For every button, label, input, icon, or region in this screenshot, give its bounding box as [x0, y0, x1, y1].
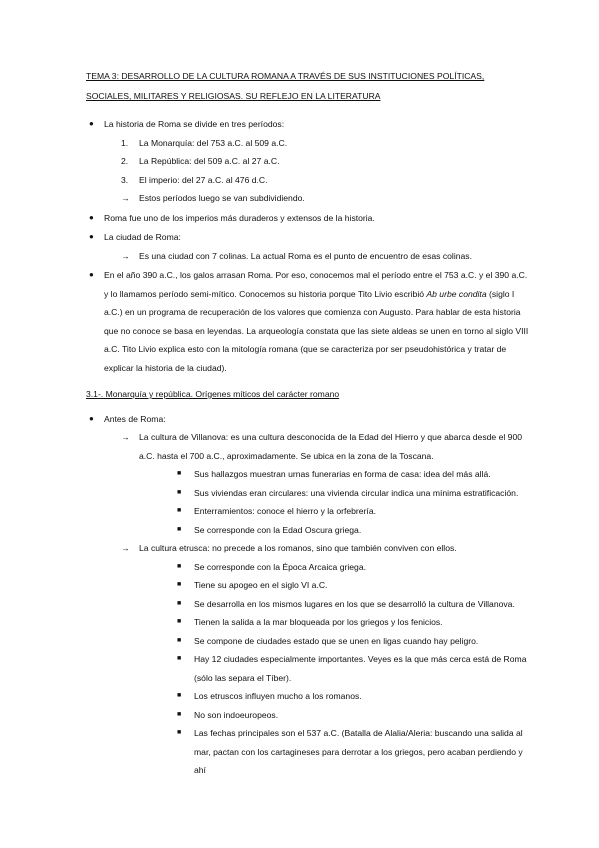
- title-line-2: SOCIALES, MILITARES Y RELIGIOSAS. SU REFLEJO EN LA LITERATURA: [86, 91, 381, 101]
- square-bullet-icon: ■: [177, 562, 182, 570]
- number-marker: 1.: [121, 137, 129, 148]
- list-item: [86, 209, 529, 228]
- square-bullet-icon: ■: [177, 692, 182, 699]
- list-item-text: La cultura de Villanova: es una cultura desconocida de la Edad del Hierro y que abarca desde el 900 a.C. hasta el 700 a.C., aproximadamente. Se ubica en la zona de la Toscana.: [139, 432, 522, 461]
- arrow-icon: →: [121, 543, 130, 553]
- list-item-text: Las fechas principales son el 537 a.C. (Batalla de Alalia/Aleria: buscando una salida al mar, pactan con los cartagineses para derrotar a los griegos, pero acaban perdiendo y ahí: [194, 728, 523, 775]
- list-item: [86, 410, 529, 780]
- square-bullet-icon: ■: [177, 488, 182, 496]
- square-bullet-icon: ■: [177, 729, 182, 736]
- list-item-text: Sus viviendas eran circulares: una vivienda circular indica una mínima estratificación.: [194, 487, 519, 498]
- list-item: [104, 539, 529, 780]
- list-item: [86, 266, 529, 377]
- list-item-text: Se desarrolla en los mismos lugares en los que se desarrolló la cultura de Villanova.: [194, 598, 515, 609]
- square-bullet-icon: ■: [177, 636, 182, 644]
- period-list: [104, 134, 529, 208]
- arrow-icon: →: [121, 432, 130, 442]
- list-item-text: Es una ciudad con 7 colinas. La actual Roma es el punto de encuentro de esas colinas.: [139, 250, 472, 261]
- list-item: [139, 576, 529, 595]
- square-bullet-icon: ■: [177, 710, 182, 718]
- list-item: [139, 595, 529, 614]
- list-item-text: Roma fue uno de los imperios más duraderos y extensos de la historia.: [104, 212, 375, 223]
- list-item: [104, 428, 529, 539]
- list-item: [104, 152, 529, 171]
- list-item-text: Estos períodos luego se van subdividiendo.: [139, 193, 305, 203]
- cultures-list: [104, 428, 529, 780]
- list-item-text: Tienen la salida a la mar bloqueada por los griegos y los fenicios.: [194, 617, 443, 627]
- list-item-text: El imperio: del 27 a.C. al 476 d.C.: [139, 174, 268, 185]
- book-title: Ab urbe condita: [426, 288, 487, 299]
- list-item: [139, 687, 529, 706]
- list-item-text: La Monarquía: del 753 a.C. al 509 a.C.: [139, 137, 288, 148]
- list-item: [139, 521, 529, 540]
- list-item-text: Se compone de ciudades estado que se unen en ligas cuando hay peligro.: [194, 635, 479, 646]
- bullet-icon: ●: [89, 212, 94, 222]
- square-bullet-icon: ■: [177, 599, 182, 607]
- etrusca-list: [139, 558, 529, 780]
- square-bullet-icon: ■: [177, 507, 182, 514]
- bullet-icon: ●: [89, 413, 94, 423]
- list-item: [104, 247, 529, 266]
- list-item-text: Se corresponde con la Edad Oscura griega.: [194, 524, 362, 535]
- list-item-text: Sus hallazgos muestran urnas funerarias en forma de casa: idea del más allá.: [194, 469, 491, 479]
- list-item-text: [104, 270, 528, 373]
- arrow-icon: →: [121, 193, 130, 203]
- list-item: [139, 484, 529, 503]
- section-list: [86, 410, 529, 780]
- list-item: [104, 189, 529, 208]
- square-bullet-icon: ■: [177, 655, 182, 662]
- list-item: [139, 613, 529, 632]
- intro-list: [86, 115, 529, 377]
- list-item-text: Se corresponde con la Época Arcaica griega.: [194, 561, 366, 572]
- number-marker: 2.: [121, 156, 129, 166]
- list-item: [139, 558, 529, 577]
- number-marker: 3.: [121, 174, 129, 185]
- list-item-text: La cultura etrusca: no precede a los romanos, sino que también conviven con ellos.: [139, 543, 457, 553]
- square-bullet-icon: ■: [177, 470, 182, 477]
- list-item: [139, 650, 529, 687]
- paragraph-text: En el año 390 a.C., los galos arrasan Roma. Por eso, conocemos mal el período entre el 753 a.C. y el 390 a.C. y lo llamamos período semi-mítico. Conocemos su historia porque Tito Livio escribió: [104, 270, 528, 299]
- bullet-icon: ●: [89, 232, 94, 241]
- arrow-icon: →: [121, 250, 130, 261]
- square-bullet-icon: ■: [177, 618, 182, 625]
- list-item: [104, 134, 529, 153]
- list-item-text: Hay 12 ciudades especialmente importantes. Veyes es la que más cerca está de Roma (sólo las separa el Tíber).: [194, 654, 527, 683]
- list-item-text: No son indoeuropeos.: [194, 709, 279, 720]
- city-sublist: [104, 247, 529, 266]
- square-bullet-icon: ■: [177, 581, 182, 588]
- list-item-text: Antes de Roma:: [104, 413, 166, 424]
- list-item: [139, 706, 529, 725]
- list-item-text: La historia de Roma se divide en tres períodos:: [104, 119, 285, 129]
- list-item: [139, 724, 529, 780]
- list-item: [139, 502, 529, 521]
- paragraph-text: (siglo I a.C.) en un programa de recuperación de los valores que comienza con Augusto. Para hablar de esta historia que no conoce se basa en leyendas. La arqueología constata que las siete aldeas se unen en torno al siglo VIII a.C. Tito Livio explica esto con la mitología romana (que se caracteriza por ser pseudohistórica y tratar de explicar la historia de la ciudad).: [104, 288, 529, 373]
- bullet-icon: ●: [89, 119, 94, 128]
- title-line-1: TEMA 3: DESARROLLO DE LA CULTURA ROMANA A TRAVÉS DE SUS INSTITUCIONES POLÍTICAS,: [86, 71, 485, 81]
- list-item: [86, 115, 529, 208]
- section-heading: 3.1-. Monarquía y república. Orígenes míticos del carácter romano: [86, 389, 340, 399]
- list-item: [139, 632, 529, 651]
- list-item-text: Enterramientos: conoce el hierro y la orfebrería.: [194, 506, 376, 516]
- villanova-list: [139, 465, 529, 539]
- document-title: [86, 66, 529, 106]
- bullet-icon: ●: [89, 270, 94, 279]
- square-bullet-icon: ■: [177, 525, 182, 533]
- list-item: [104, 171, 529, 190]
- list-item-text: La República: del 509 a.C. al 27 a.C.: [139, 156, 280, 166]
- list-item: [86, 228, 529, 265]
- list-item-text: Tiene su apogeo en el siglo VI a.C.: [194, 580, 328, 590]
- list-item-text: La ciudad de Roma:: [104, 232, 181, 242]
- list-item-text: Los etruscos influyen mucho a los romanos.: [194, 691, 362, 701]
- list-item: [139, 465, 529, 484]
